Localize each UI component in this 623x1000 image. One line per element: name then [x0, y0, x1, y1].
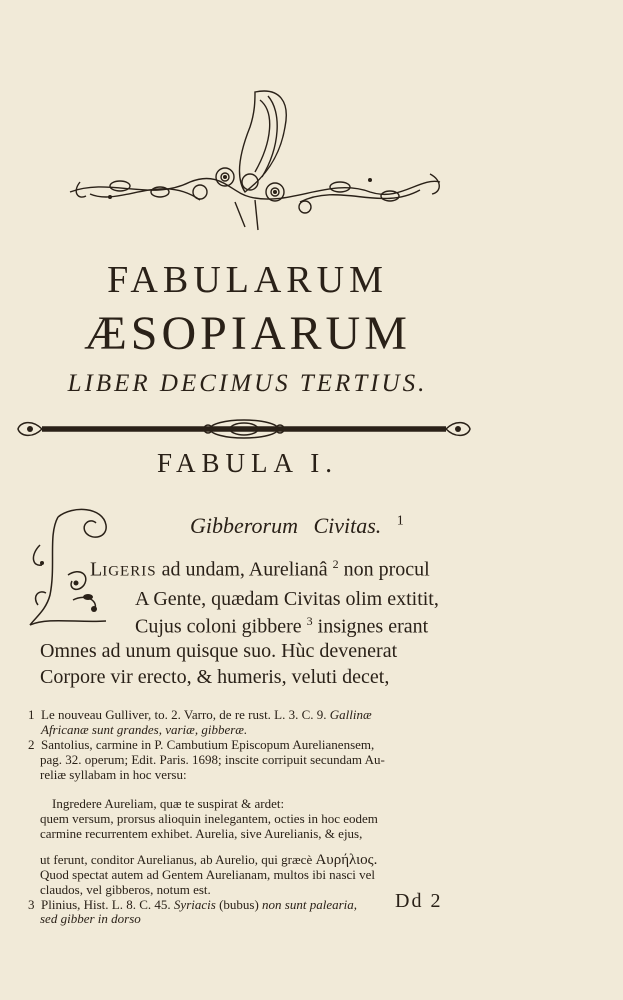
title-line-2: ÆSOPIARUM	[84, 307, 411, 360]
initial-letter: L	[90, 558, 103, 581]
title-line-3: LIBER DECIMUS TERTIUS.	[67, 370, 428, 397]
footnote-2-line-5: quem versum, prorsus alioquin ineleg͏antem, octies in hoc eodem	[40, 811, 378, 826]
signature-mark: Dd 2	[395, 890, 443, 912]
footnote-2-text: Santolius, carmine in P. Cambutium Episcopum Aurelianensem,	[41, 737, 375, 752]
footnote-3-text: Plinius, Hist. L. 8. C. 45.	[41, 897, 171, 912]
fable-subtitle	[190, 513, 404, 539]
verse-1-end: non procul	[343, 558, 430, 581]
verse-line-2: A Gente, quædam Civitas olim extitit,	[135, 588, 439, 610]
first-word-smallcaps: IGERIS	[102, 563, 157, 580]
footnote-number: 1	[28, 707, 35, 722]
footnote-number: 3	[28, 897, 35, 912]
footnote-marker: 3	[306, 614, 313, 628]
verse-line-4: Omnes ad unum quisque suo. Hùc devenerat	[40, 640, 398, 662]
footnote-2-line-3: reliæ syllabam in hoc versu:	[40, 767, 187, 782]
cornucopia-vignette-icon	[50, 82, 450, 232]
footnote-2	[28, 737, 374, 752]
footnote-1-text: Le nouveau Gulliver, to. 2. Varro, de re rust. L. 3. C. 9.	[41, 707, 327, 722]
footnote-3-italic-2: non sunt palearia,	[262, 897, 358, 912]
ornamental-rule-icon	[12, 414, 476, 444]
footnote-3-line-2	[40, 911, 141, 926]
verse-line-1	[90, 557, 430, 582]
footnote-2-line-4: Ingredere Aureliam, quæ te suspirat & ardet:	[52, 796, 285, 811]
footnote-2-line-2: pag. 32. operum; Edit. Paris. 1698; inscite corripuit secundam Au-	[40, 752, 385, 767]
footnote-2-line-6: carmine recurrentem exhibet. Aurelia, sive Aurelianis, & ejus,	[40, 826, 363, 841]
verse-3-text: Cujus coloni gibbere	[135, 615, 302, 638]
verse-3-end: insignes erant	[317, 615, 429, 638]
fable-subtitle-text: Gibberorum Civitas.	[190, 513, 382, 538]
title-line-1: FABULARUM	[107, 259, 388, 301]
footnote-1-italic: Gallinæ	[329, 707, 372, 722]
footnote-3-mid: (bubus)	[219, 897, 259, 912]
footnote-2-line-7	[40, 852, 377, 868]
greek-word: Αυρήλιος.	[315, 852, 378, 868]
verse-line-5: Corpore vir erecto, & humeris, veluti decet,	[40, 666, 390, 688]
verse-line-3	[135, 614, 428, 639]
footnote-1-line-2: Africanæ sunt grandes, variæ, gibberæ.	[41, 722, 248, 737]
footnote-marker: 1	[396, 513, 404, 529]
footnote-marker: 2	[332, 557, 339, 571]
footnote-3-line-2-text: sed gibber in dorso	[40, 911, 141, 926]
footnote-2-line-9: claudos, vel gibberos, notum est.	[40, 882, 211, 897]
footnote-3-italic-1: Syriacis	[173, 897, 216, 912]
footnote-3	[28, 897, 357, 912]
footnote-1	[28, 707, 372, 737]
footnote-number: 2	[28, 737, 35, 752]
footnote-2-line-7-text: ut ferunt, conditor Aurelianus, ab Aurelio, qui græcè	[40, 852, 313, 867]
verse-1-text: ad undam, Aurelianâ	[161, 558, 328, 581]
fable-heading: FABULA I.	[156, 448, 338, 478]
footnote-2-line-8: Quod spectat autem ad Gentem Aurelianam, multos ibi nasci vel	[40, 867, 376, 882]
